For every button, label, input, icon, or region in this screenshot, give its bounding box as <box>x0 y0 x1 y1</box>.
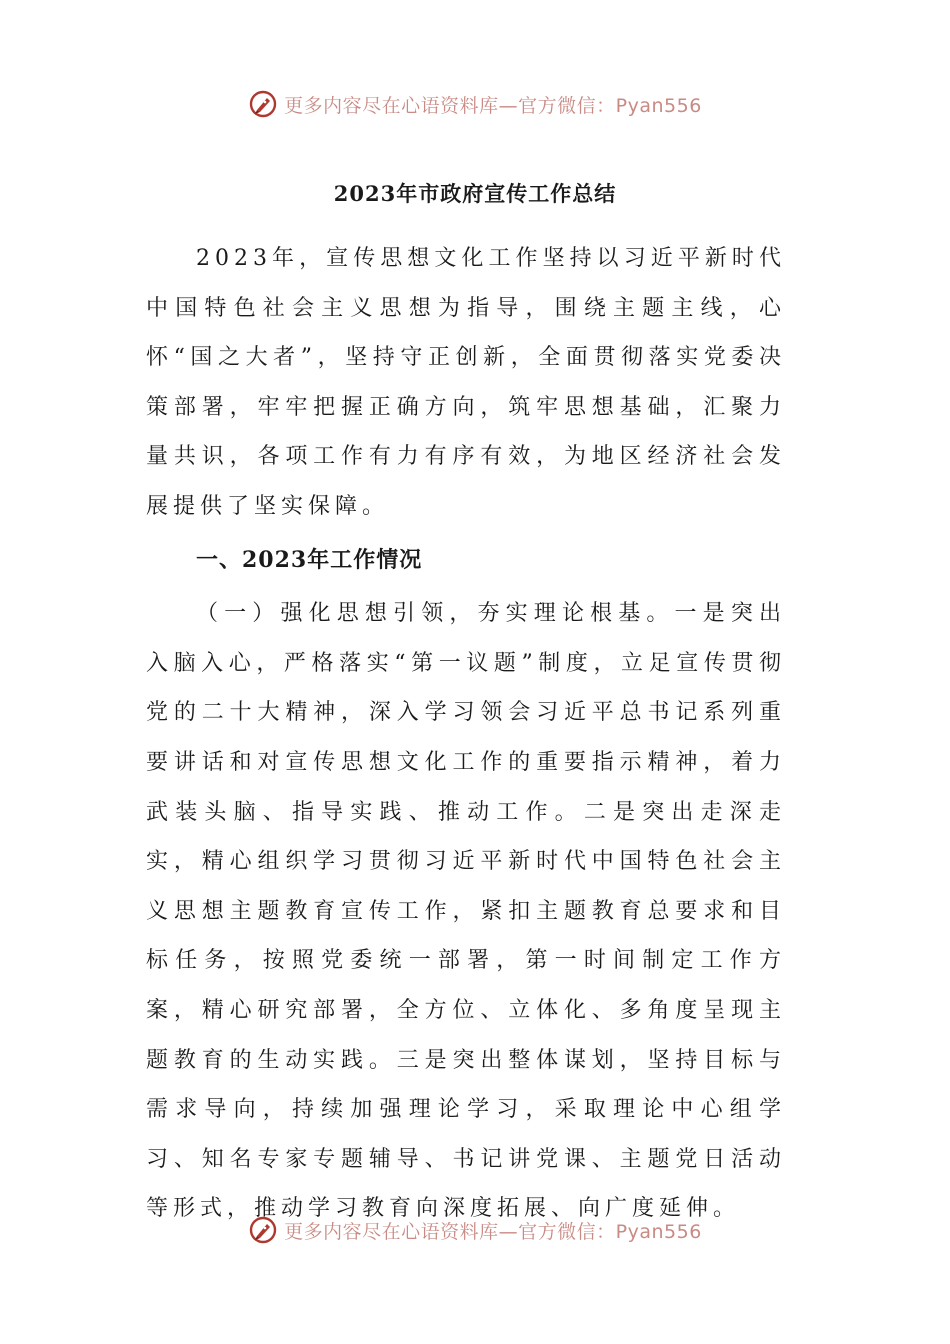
section-paragraph: （一）强化思想引领，夯实理论根基。一是突出入脑入心，严格落实“第一议题”制度，立足宣传贯彻党的二十大精神，深入学习领会习近平总书记系列重要讲话和对宣传思想文化工作的重要指示精神，着力武装头脑、指导实践、推动工作。二是突出走深走实，精心组织学习贯彻习近平新时代中国特色社会主义思想主题教育宣传工作，紧扣主题教育总要求和目标任务，按照党委统一部署，第一时间制定工作方案，精心研究部署，全方位、立体化、多角度呈现主题教育的生动实践。三是突出整体谋划，坚持目标与需求导向，持续加强理论学习，采取理论中心组学习、知名专家专题辅导、书记讲党课、主题党日活动等形式，推动学习教育向深度拓展、向广度延伸。 <box>146 601 786 1222</box>
footer-watermark <box>0 1210 950 1250</box>
section-heading: 一、2023年工作情况 <box>196 546 423 573</box>
watermark-text: 更多内容尽在心语资料库—官方微信：Pyan556 <box>284 94 702 117</box>
pen-nib-circle-icon <box>248 1215 278 1245</box>
intro-paragraph: 2023年，宣传思想文化工作坚持以习近平新时代中国特色社会主义思想为指导，围绕主题主线，心怀“国之大者”，坚持守正创新，全面贯彻落实党委决策部署，牢牢把握正确方向，筑牢思想基础，汇聚力量共识，各项工作有力有序有效，为地区经济社会发展提供了坚实保障。 <box>146 246 786 519</box>
header-watermark <box>0 84 950 124</box>
watermark-text: 更多内容尽在心语资料库—官方微信：Pyan556 <box>284 1220 702 1243</box>
pen-nib-circle-icon <box>248 89 278 119</box>
document-title: 2023年市政府宣传工作总结 <box>333 181 617 206</box>
document-body <box>146 234 786 1234</box>
